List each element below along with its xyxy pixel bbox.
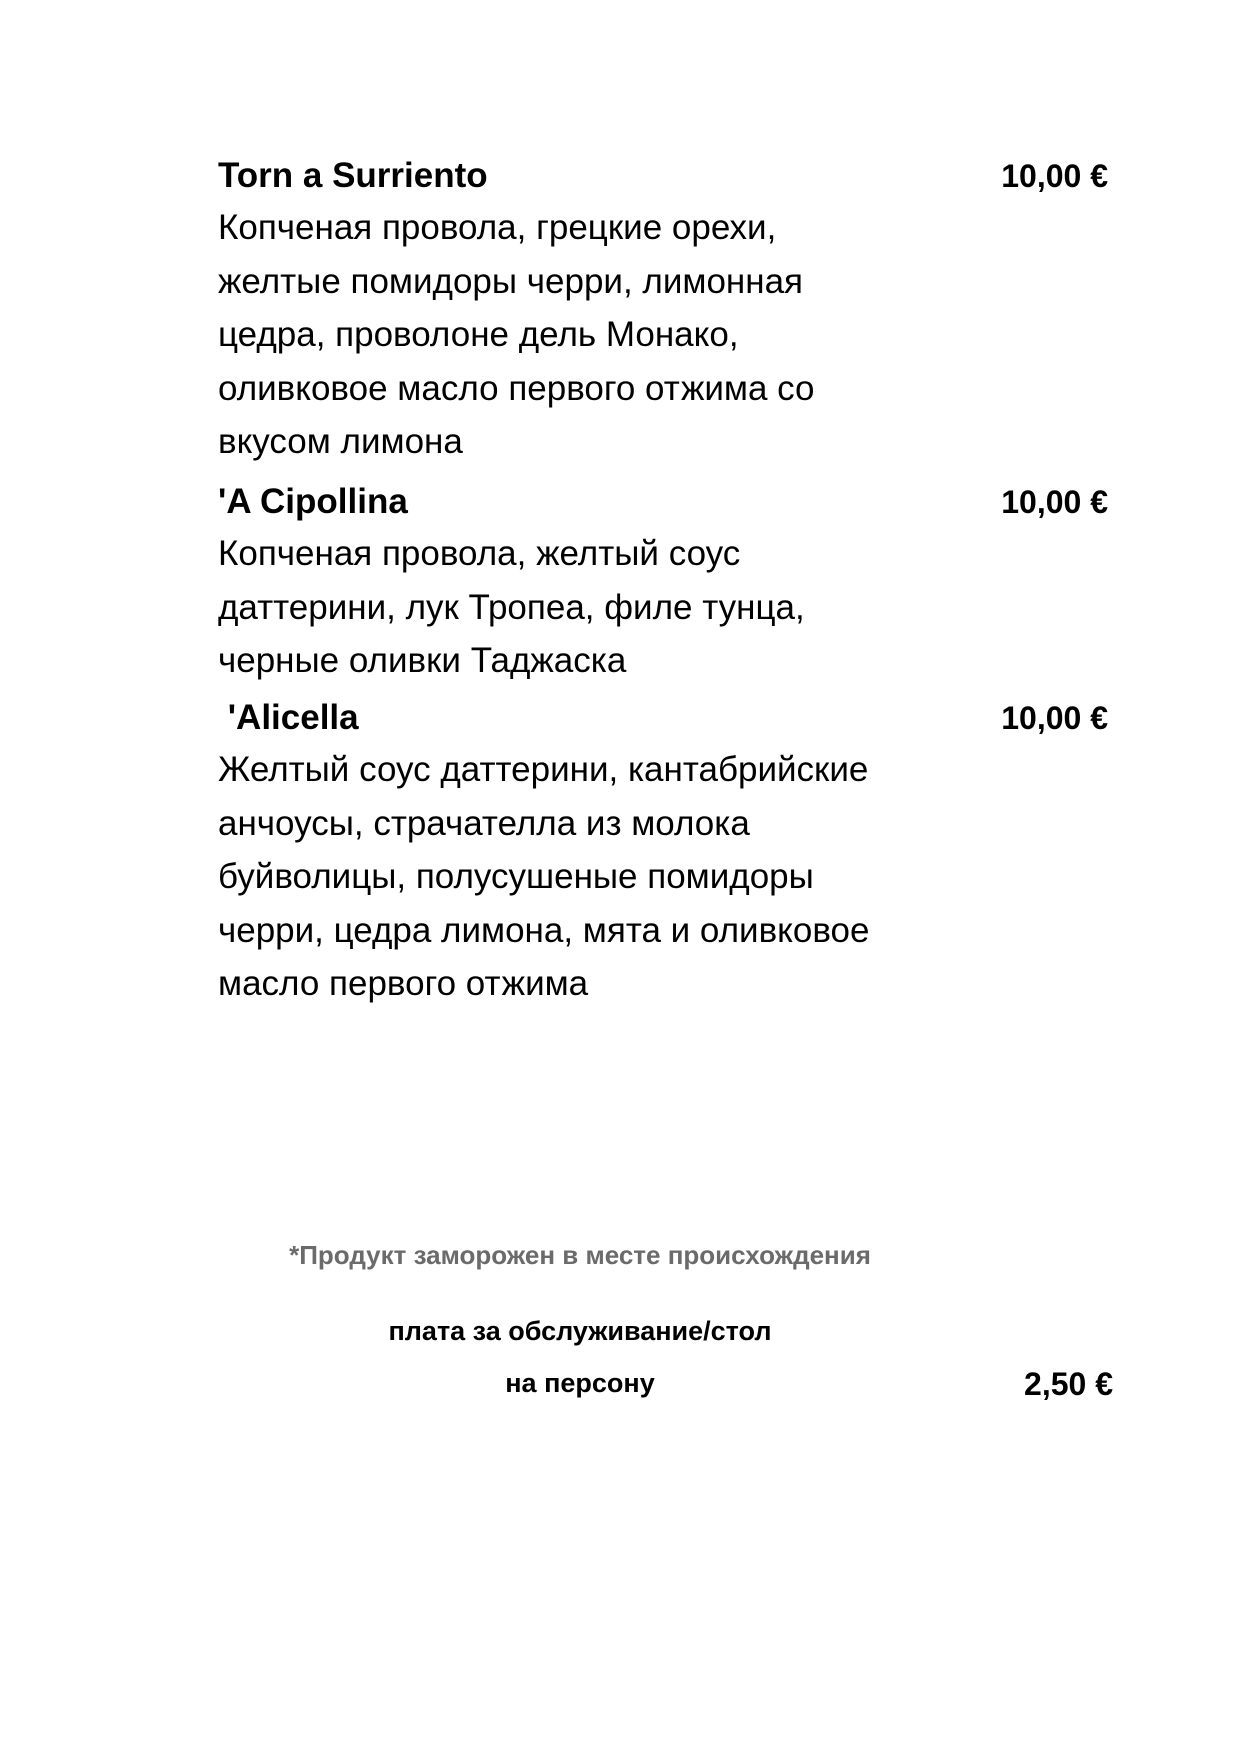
description-line: черные оливки Таджаска: [218, 641, 627, 680]
service-charge-per-person: на персону: [505, 1368, 655, 1398]
service-charge-label: плата за обслуживание/стол: [388, 1316, 772, 1346]
item-name: 'Alicella: [218, 698, 359, 737]
frozen-product-note: *Продукт заморожен в месте происхождения: [289, 1240, 871, 1270]
item-description: [218, 743, 938, 1011]
description-line: вкусом лимона: [218, 422, 463, 461]
item-description: [218, 527, 938, 688]
description-line: даттерини, лук Тропеа, филе тунца,: [218, 587, 805, 627]
item-description: [218, 201, 938, 469]
item-name: Torn a Surriento: [218, 156, 488, 195]
item-price: 10,00 €: [1001, 158, 1108, 194]
item-price: 10,00 €: [1001, 700, 1108, 736]
description-line: буйволицы, полусушеные помидоры: [218, 857, 814, 896]
description-line: Желтый соус даттерини, кантабрийские: [218, 750, 869, 789]
description-line: Копченая провола, желтый соус: [218, 534, 741, 573]
description-line: цедра, проволоне дель Монако,: [218, 315, 739, 354]
description-line: оливковое масло первого отжима со: [218, 368, 815, 408]
description-line: черри, цедра лимона, мята и оливковое: [218, 910, 870, 950]
item-price: 10,00 €: [1001, 484, 1108, 520]
service-charge-price: 2,50 €: [1024, 1366, 1113, 1402]
item-name: 'A Cipollina: [218, 482, 408, 521]
description-line: желтые помидоры черри, лимонная: [218, 261, 803, 301]
description-line: масло первого отжима: [218, 964, 589, 1003]
description-line: анчоусы, страчателла из молока: [218, 803, 750, 843]
description-line: Копченая провола, грецкие орехи,: [218, 208, 777, 247]
